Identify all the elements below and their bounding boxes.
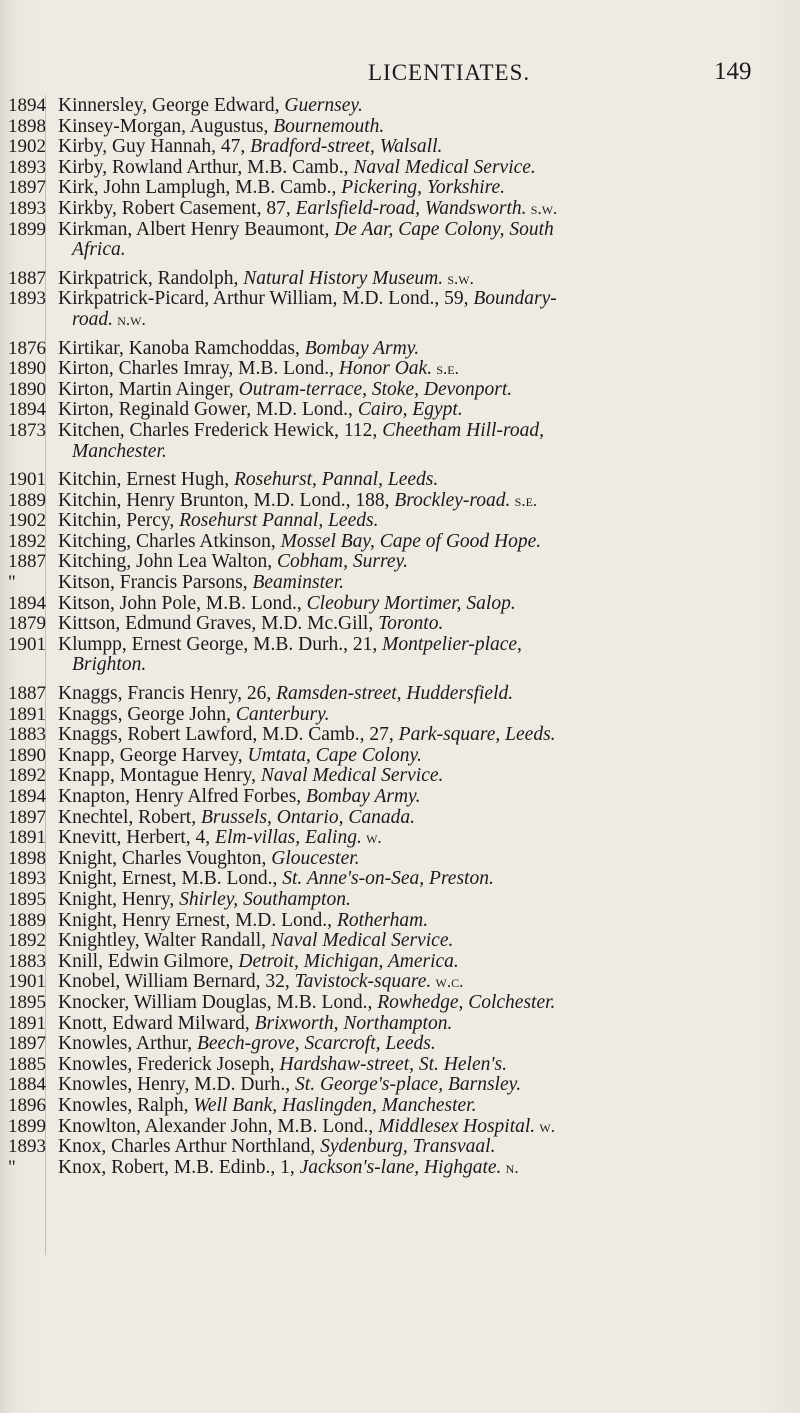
entry-year: 1892 bbox=[8, 930, 46, 952]
entry-text bbox=[58, 359, 459, 380]
entry-address: Jackson's-lane, Highgate. bbox=[299, 1156, 502, 1178]
register-entry bbox=[0, 890, 800, 911]
entry-text bbox=[58, 117, 384, 138]
register-entry bbox=[0, 635, 800, 676]
entry-address: Detroit, Michigan, America. bbox=[238, 950, 459, 972]
register-entry bbox=[0, 137, 800, 158]
entry-year: 1891 bbox=[8, 827, 46, 849]
entry-address: Honor Oak. bbox=[338, 358, 433, 380]
entry-year: 1902 bbox=[8, 510, 46, 532]
entry-year: " bbox=[8, 1156, 16, 1178]
entry-name: Knaggs, Francis Henry, 26, bbox=[58, 683, 272, 705]
register-entries bbox=[0, 96, 800, 1178]
entry-text bbox=[58, 1137, 495, 1158]
register-entry bbox=[0, 828, 800, 849]
entry-name: Kitson, Francis Parsons, bbox=[58, 572, 248, 594]
register-entry bbox=[0, 573, 800, 594]
entry-postal-district: n.w. bbox=[113, 309, 146, 329]
entry-address: Naval Medical Service. bbox=[270, 930, 454, 952]
entry-text bbox=[58, 993, 555, 1014]
entry-address: Cheetham Hill-road, bbox=[382, 419, 544, 441]
entry-year: 1892 bbox=[8, 765, 46, 787]
register-entry bbox=[0, 178, 800, 199]
entry-address: Rosehurst Pannal, Leeds. bbox=[179, 510, 379, 532]
entry-year: 1893 bbox=[8, 868, 46, 890]
entry-continuation-text: Africa. bbox=[72, 239, 126, 261]
register-entry bbox=[0, 1034, 800, 1055]
entry-text bbox=[58, 828, 382, 849]
entry-text bbox=[58, 339, 419, 360]
entry-address: Brussels, Ontario, Canada. bbox=[200, 806, 415, 828]
entry-name: Knott, Edward Milward, bbox=[58, 1012, 250, 1034]
register-entry bbox=[0, 339, 800, 360]
register-entry bbox=[0, 766, 800, 787]
register-entry bbox=[0, 158, 800, 179]
entry-postal-district: w. bbox=[361, 828, 382, 848]
entry-name: Kirton, Reginald Gower, M.D. Lond., bbox=[58, 399, 353, 421]
entry-name: Knowles, Henry, M.D. Durh., bbox=[58, 1074, 291, 1096]
entry-postal-district: n. bbox=[501, 1157, 519, 1177]
entry-address: Umtata, Cape Colony. bbox=[247, 744, 422, 766]
entry-year: 1893 bbox=[8, 288, 46, 310]
register-entry bbox=[0, 849, 800, 870]
entry-address: Bombay Army. bbox=[306, 786, 421, 807]
register-entry bbox=[0, 1075, 800, 1096]
entry-text bbox=[58, 890, 351, 911]
register-entry bbox=[0, 199, 800, 220]
entry-text bbox=[58, 380, 512, 401]
entry-text bbox=[58, 869, 494, 890]
entry-continuation bbox=[72, 442, 167, 463]
entry-text bbox=[58, 931, 453, 952]
entry-address: Rosehurst, Pannal, Leeds. bbox=[234, 469, 439, 491]
register-entry bbox=[0, 972, 800, 993]
entry-year: 1901 bbox=[8, 469, 46, 491]
entry-name: Knocker, William Douglas, M.B. Lond., bbox=[58, 991, 373, 1013]
entry-text bbox=[58, 1014, 452, 1035]
entry-year: 1902 bbox=[8, 136, 46, 158]
entry-postal-district: s.w. bbox=[443, 268, 474, 288]
entry-address: Sydenburg, Transvaal. bbox=[320, 1136, 496, 1158]
entry-name: Kinsey-Morgan, Augustus, bbox=[58, 115, 269, 137]
register-entry bbox=[0, 552, 800, 573]
entry-address: Gloucester. bbox=[271, 847, 360, 869]
entry-name: Knowles, Arthur, bbox=[58, 1033, 193, 1055]
entry-year: 1890 bbox=[8, 378, 46, 400]
register-entry bbox=[0, 1158, 800, 1179]
entry-text bbox=[58, 684, 513, 705]
entry-text bbox=[58, 491, 537, 512]
entry-year: 1901 bbox=[8, 633, 46, 655]
entry-address: Park-square, Leeds. bbox=[398, 724, 556, 746]
entry-year: 1891 bbox=[8, 703, 46, 725]
entry-year: 1885 bbox=[8, 1053, 46, 1075]
entry-year: " bbox=[8, 572, 16, 594]
entry-name: Knobel, William Bernard, 32, bbox=[58, 971, 290, 993]
entry-address: St. George's-place, Barnsley. bbox=[295, 1074, 522, 1096]
entry-text bbox=[58, 972, 463, 993]
entry-year: 1890 bbox=[8, 358, 46, 380]
entry-name: Knightley, Walter Randall, bbox=[58, 930, 267, 952]
register-entry bbox=[0, 532, 800, 553]
entry-text bbox=[58, 1055, 507, 1076]
entry-name: Kirby, Rowland Arthur, M.B. Camb., bbox=[58, 156, 349, 178]
entry-year: 1887 bbox=[8, 267, 46, 289]
page-number: 149 bbox=[714, 58, 752, 85]
entry-text bbox=[58, 746, 422, 767]
register-entry bbox=[0, 931, 800, 952]
entry-year: 1873 bbox=[8, 419, 46, 441]
entry-text bbox=[58, 911, 428, 932]
entry-name: Knox, Robert, M.B. Edinb., 1, bbox=[58, 1156, 295, 1178]
entry-name: Knapton, Henry Alfred Forbes, bbox=[58, 786, 302, 807]
entry-name: Kinnersley, George Edward, bbox=[58, 95, 280, 116]
entry-address: Toronto. bbox=[378, 613, 444, 635]
entry-name: Kirkman, Albert Henry Beaumont, bbox=[58, 218, 330, 240]
entry-name: Knowlton, Alexander John, M.B. Lond., bbox=[58, 1115, 374, 1137]
entry-year: 1883 bbox=[8, 950, 46, 972]
entry-name: Kitching, John Lea Walton, bbox=[58, 551, 273, 573]
entry-year: 1894 bbox=[8, 95, 46, 116]
entry-year: 1883 bbox=[8, 724, 46, 746]
entry-text bbox=[58, 594, 516, 615]
entry-name: Kitchin, Percy, bbox=[58, 510, 175, 532]
entry-address: Mossel Bay, Cape of Good Hope. bbox=[280, 530, 542, 552]
entry-year: 1897 bbox=[8, 806, 46, 828]
register-entry bbox=[0, 400, 800, 421]
entry-year: 1895 bbox=[8, 991, 46, 1013]
entry-year: 1893 bbox=[8, 1136, 46, 1158]
register-entry bbox=[0, 511, 800, 532]
entry-address: Cobham, Surrey. bbox=[277, 551, 408, 573]
entry-address: Naval Medical Service. bbox=[353, 156, 536, 178]
entry-text bbox=[58, 269, 474, 290]
register-entry bbox=[0, 684, 800, 705]
entry-text bbox=[58, 614, 443, 635]
entry-address: De Aar, Cape Colony, South bbox=[334, 218, 554, 240]
entry-name: Kirk, John Lamplugh, M.B. Camb., bbox=[58, 177, 337, 199]
entry-text bbox=[58, 573, 344, 594]
entry-address: Outram-terrace, Stoke, Devonport. bbox=[238, 378, 513, 400]
entry-text bbox=[58, 158, 536, 179]
register-entry bbox=[0, 911, 800, 932]
register-entry bbox=[0, 614, 800, 635]
entry-text bbox=[58, 808, 415, 829]
register-entry bbox=[0, 594, 800, 615]
entry-address: Brixworth, Northampton. bbox=[254, 1012, 453, 1034]
entry-name: Kirkby, Robert Casement, 87, bbox=[58, 197, 291, 219]
entry-address: Beech-grove, Scarcroft, Leeds. bbox=[196, 1033, 436, 1055]
entry-name: Knechtel, Robert, bbox=[58, 806, 197, 828]
register-entry bbox=[0, 746, 800, 767]
register-entry bbox=[0, 808, 800, 829]
entry-year: 1894 bbox=[8, 592, 46, 614]
register-entry bbox=[0, 952, 800, 973]
entry-address: Rowhedge, Colchester. bbox=[377, 991, 556, 1013]
entry-address: Boundary- bbox=[473, 288, 557, 310]
entry-postal-district: w.c. bbox=[431, 972, 464, 992]
entry-address: Middlesex Hospital. bbox=[378, 1115, 536, 1137]
register-entry bbox=[0, 491, 800, 512]
entry-address: Elm-villas, Ealing. bbox=[215, 827, 362, 849]
entry-year: 1896 bbox=[8, 1094, 46, 1116]
entry-postal-district: s.e. bbox=[432, 359, 459, 379]
entry-text bbox=[58, 199, 557, 220]
entry-name: Kitson, John Pole, M.B. Lond., bbox=[58, 592, 302, 614]
register-entry bbox=[0, 1014, 800, 1035]
entry-text bbox=[58, 1034, 436, 1055]
entry-name: Klumpp, Ernest George, M.B. Durh., 21, bbox=[58, 633, 378, 655]
entry-address: Natural History Museum. bbox=[243, 267, 444, 289]
entry-name: Kittson, Edmund Graves, M.D. Mc.Gill, bbox=[58, 613, 374, 635]
register-entry bbox=[0, 220, 800, 261]
entry-continuation bbox=[72, 310, 146, 331]
entry-continuation-text: Brighton. bbox=[72, 654, 147, 676]
entry-address: Naval Medical Service. bbox=[260, 765, 444, 787]
entry-name: Knowles, Ralph, bbox=[58, 1094, 189, 1116]
entry-address: Bournemouth. bbox=[273, 115, 385, 137]
entry-year: 1887 bbox=[8, 683, 46, 705]
entry-text bbox=[58, 220, 554, 241]
entry-name: Knevitt, Herbert, 4, bbox=[58, 827, 211, 849]
entry-year: 1884 bbox=[8, 1074, 46, 1096]
register-entry bbox=[0, 359, 800, 380]
entry-name: Knaggs, Robert Lawford, M.D. Camb., 27, bbox=[58, 724, 394, 746]
entry-text bbox=[58, 178, 505, 199]
register-entry bbox=[0, 725, 800, 746]
entry-year: 1876 bbox=[8, 337, 46, 359]
register-entry bbox=[0, 470, 800, 491]
entry-name: Kirby, Guy Hannah, 47, bbox=[58, 136, 246, 158]
entry-year: 1887 bbox=[8, 551, 46, 573]
register-entry bbox=[0, 1096, 800, 1117]
entry-name: Kitchin, Henry Brunton, M.D. Lond., 188, bbox=[58, 489, 390, 511]
entry-text bbox=[58, 96, 363, 117]
register-entry bbox=[0, 96, 800, 117]
register-entry bbox=[0, 705, 800, 726]
register-entry bbox=[0, 269, 800, 290]
entry-text bbox=[58, 137, 442, 158]
entry-year: 1895 bbox=[8, 888, 46, 910]
entry-name: Kitchen, Charles Frederick Hewick, 112, bbox=[58, 419, 378, 441]
entry-name: Kirton, Charles Imray, M.B. Lond., bbox=[58, 358, 335, 380]
entry-year: 1894 bbox=[8, 399, 46, 421]
entry-address: Bradford-street, Walsall. bbox=[250, 136, 443, 158]
entry-year: 1889 bbox=[8, 489, 46, 511]
entry-year: 1890 bbox=[8, 744, 46, 766]
entry-name: Knapp, George Harvey, bbox=[58, 744, 243, 766]
entry-address: Tavistock-square. bbox=[294, 971, 432, 993]
entry-address: Ramsden-street, Huddersfield. bbox=[276, 683, 514, 705]
entry-name: Knill, Edwin Gilmore, bbox=[58, 950, 234, 972]
entry-text bbox=[58, 470, 438, 491]
register-entry bbox=[0, 421, 800, 462]
register-entry bbox=[0, 869, 800, 890]
entry-postal-district: s.w. bbox=[526, 198, 558, 218]
entry-text bbox=[58, 532, 541, 553]
entry-name: Knapp, Montague Henry, bbox=[58, 765, 257, 787]
entry-year: 1899 bbox=[8, 218, 46, 240]
entry-name: Kitchin, Ernest Hugh, bbox=[58, 469, 230, 491]
entry-name: Kirkpatrick, Randolph, bbox=[58, 267, 239, 289]
entry-address: Earlsfield-road, Wandsworth. bbox=[295, 197, 527, 219]
entry-text bbox=[58, 766, 443, 787]
entry-name: Knight, Charles Voughton, bbox=[58, 847, 267, 869]
entry-continuation bbox=[72, 655, 146, 676]
entry-address: Beaminster. bbox=[252, 572, 344, 594]
entry-text bbox=[58, 1158, 519, 1179]
register-entry bbox=[0, 1137, 800, 1158]
entry-address: Guernsey. bbox=[284, 95, 363, 116]
entry-name: Knight, Ernest, M.B. Lond., bbox=[58, 868, 278, 890]
entry-text bbox=[58, 1096, 476, 1117]
entry-address: Shirley, Southampton. bbox=[179, 888, 351, 910]
entry-name: Knight, Henry, bbox=[58, 888, 175, 910]
entry-continuation-text: Manchester. bbox=[72, 440, 167, 462]
entry-address: Cleobury Mortimer, Salop. bbox=[306, 592, 516, 614]
entry-year: 1894 bbox=[8, 786, 46, 807]
register-entry bbox=[0, 1055, 800, 1076]
entry-text bbox=[58, 552, 408, 573]
entry-text bbox=[58, 1075, 521, 1096]
entry-name: Knight, Henry Ernest, M.D. Lond., bbox=[58, 909, 333, 931]
running-head: LICENTIATES. bbox=[368, 60, 531, 85]
entry-continuation bbox=[72, 240, 126, 261]
entry-text bbox=[58, 725, 556, 746]
entry-name: Kirtikar, Kanoba Ramchoddas, bbox=[58, 337, 300, 359]
entry-year: 1897 bbox=[8, 1033, 46, 1055]
entry-name: Knox, Charles Arthur Northland, bbox=[58, 1136, 316, 1158]
entry-continuation-text: road. bbox=[72, 308, 113, 330]
entry-name: Kirton, Martin Ainger, bbox=[58, 378, 234, 400]
entry-text bbox=[58, 705, 330, 726]
entry-name: Kirkpatrick-Picard, Arthur William, M.D. Lond., 59, bbox=[58, 288, 469, 310]
page-header bbox=[0, 52, 800, 92]
register-entry bbox=[0, 380, 800, 401]
register-entry bbox=[0, 993, 800, 1014]
entry-year: 1901 bbox=[8, 971, 46, 993]
entry-text bbox=[58, 421, 544, 442]
entry-year: 1897 bbox=[8, 177, 46, 199]
entry-year: 1898 bbox=[8, 847, 46, 869]
register-entry bbox=[0, 787, 800, 808]
entry-year: 1893 bbox=[8, 197, 46, 219]
entry-address: Montpelier-place, bbox=[382, 633, 522, 655]
entry-name: Knowles, Frederick Joseph, bbox=[58, 1053, 275, 1075]
entry-postal-district: w. bbox=[535, 1116, 555, 1136]
entry-address: St. Anne's-on-Sea, Preston. bbox=[282, 868, 494, 890]
entry-year: 1898 bbox=[8, 115, 46, 137]
entry-postal-district: s.e. bbox=[510, 490, 538, 510]
register-entry bbox=[0, 117, 800, 138]
entry-text bbox=[58, 511, 378, 532]
entry-address: Brockley-road. bbox=[394, 489, 511, 511]
entry-name: Knaggs, George John, bbox=[58, 703, 231, 725]
entry-address: Rotherham. bbox=[336, 909, 429, 931]
entry-address: Bombay Army. bbox=[304, 337, 420, 359]
entry-year: 1889 bbox=[8, 909, 46, 931]
entry-address: Pickering, Yorkshire. bbox=[341, 177, 506, 199]
entry-year: 1891 bbox=[8, 1012, 46, 1034]
entry-address: Well Bank, Haslingden, Manchester. bbox=[193, 1094, 477, 1116]
entry-year: 1892 bbox=[8, 530, 46, 552]
entry-year: 1893 bbox=[8, 156, 46, 178]
entry-text bbox=[58, 289, 557, 310]
register-entry bbox=[0, 289, 800, 330]
entry-year: 1879 bbox=[8, 613, 46, 635]
entry-name: Kitching, Charles Atkinson, bbox=[58, 530, 276, 552]
entry-address: Hardshaw-street, St. Helen's. bbox=[279, 1053, 507, 1075]
entry-text bbox=[58, 635, 522, 656]
entry-text bbox=[58, 849, 360, 870]
entry-text bbox=[58, 787, 421, 808]
entry-address: Canterbury. bbox=[235, 703, 330, 725]
entry-year: 1899 bbox=[8, 1115, 46, 1137]
entry-text bbox=[58, 1117, 555, 1138]
entry-address: Cairo, Egypt. bbox=[357, 399, 463, 421]
entry-text bbox=[58, 400, 463, 421]
register-entry bbox=[0, 1117, 800, 1138]
entry-text bbox=[58, 952, 459, 973]
